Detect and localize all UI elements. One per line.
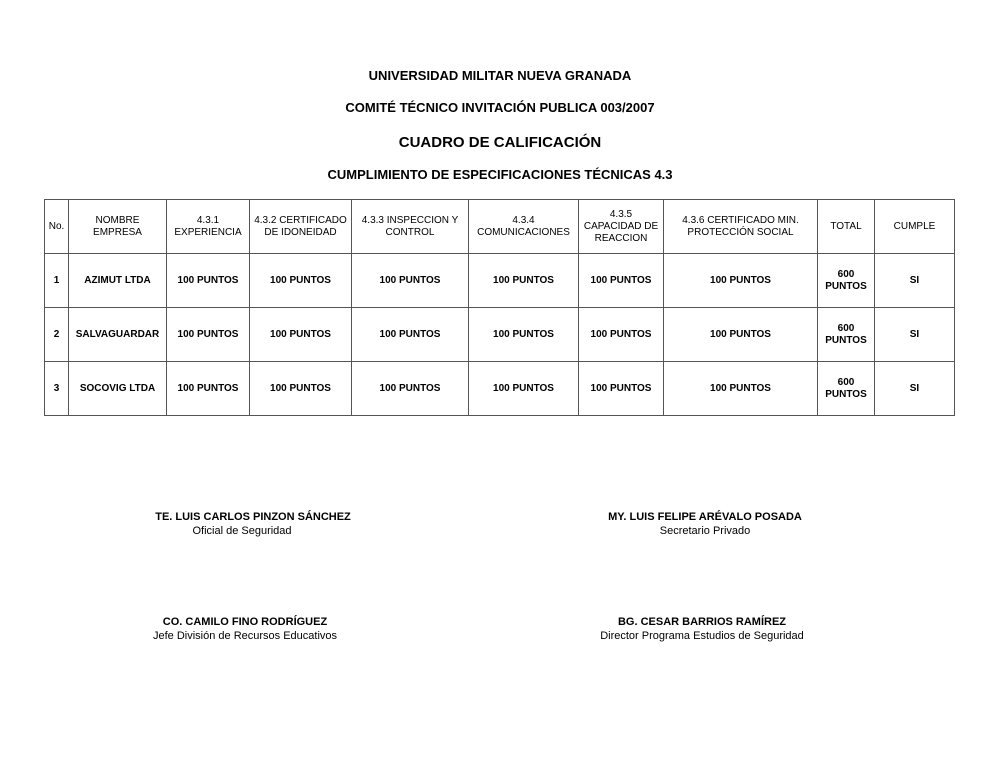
column-header-social-protection: 4.3.6 CERTIFICADO MIN. PROTECCIÓN SOCIAL: [664, 200, 818, 254]
score-cell: 100 PUNTOS: [352, 362, 469, 416]
row-number: 1: [45, 254, 69, 308]
complies-cell: SI: [875, 308, 955, 362]
score-cell: 100 PUNTOS: [167, 254, 250, 308]
committee-title: COMITÉ TÉCNICO INVITACIÓN PUBLICA 003/2007: [345, 100, 655, 115]
column-header-company: NOMBRE EMPRESA: [69, 200, 167, 254]
score-cell: 100 PUNTOS: [167, 308, 250, 362]
total-cell: 600 PUNTOS: [818, 362, 875, 416]
institution-title: UNIVERSIDAD MILITAR NUEVA GRANADA: [368, 68, 632, 83]
column-header-reaction: 4.3.5 CAPACIDAD DE REACCION: [579, 200, 664, 254]
score-cell: 100 PUNTOS: [352, 308, 469, 362]
score-cell: 100 PUNTOS: [579, 254, 664, 308]
score-cell: 100 PUNTOS: [664, 308, 818, 362]
total-cell: 600 PUNTOS: [818, 254, 875, 308]
score-cell: 100 PUNTOS: [250, 308, 352, 362]
score-cell: 100 PUNTOS: [469, 362, 579, 416]
table-header-row: [45, 200, 955, 254]
score-cell: 100 PUNTOS: [664, 362, 818, 416]
score-cell: 100 PUNTOS: [579, 308, 664, 362]
score-cell: 100 PUNTOS: [167, 362, 250, 416]
column-header-no: No.: [45, 200, 69, 254]
table-row: [45, 362, 955, 416]
score-cell: 100 PUNTOS: [469, 308, 579, 362]
column-header-complies: CUMPLE: [875, 200, 955, 254]
signature-block: [552, 615, 852, 643]
signature-block: [555, 510, 855, 538]
score-cell: 100 PUNTOS: [664, 254, 818, 308]
signatory-role: Secretario Privado: [659, 525, 751, 537]
signatory-name: MY. LUIS FELIPE ARÉVALO POSADA: [608, 511, 802, 523]
signatory-name: BG. CESAR BARRIOS RAMÍREZ: [617, 616, 787, 628]
row-number: 3: [45, 362, 69, 416]
score-cell: 100 PUNTOS: [352, 254, 469, 308]
company-name: AZIMUT LTDA: [69, 254, 167, 308]
score-cell: 100 PUNTOS: [579, 362, 664, 416]
row-number: 2: [45, 308, 69, 362]
section-title: CUMPLIMIENTO DE ESPECIFICACIONES TÉCNICAS 4.3: [327, 167, 673, 182]
company-name: SALVAGUARDAR: [69, 308, 167, 362]
qualification-table: [44, 199, 955, 416]
score-cell: 100 PUNTOS: [250, 254, 352, 308]
signatory-name: CO. CAMILO FINO RODRÍGUEZ: [162, 616, 328, 628]
company-name: SOCOVIG LTDA: [69, 362, 167, 416]
table-row: [45, 308, 955, 362]
score-cell: 100 PUNTOS: [469, 254, 579, 308]
score-cell: 100 PUNTOS: [250, 362, 352, 416]
total-cell: 600 PUNTOS: [818, 308, 875, 362]
signature-block: [103, 510, 403, 538]
column-header-inspection: 4.3.3 INSPECCION Y CONTROL: [352, 200, 469, 254]
signatory-role: Jefe División de Recursos Educativos: [152, 630, 338, 642]
signature-block: [95, 615, 395, 643]
column-header-communications: 4.3.4 COMUNICACIONES: [469, 200, 579, 254]
signatory-role: Director Programa Estudios de Seguridad: [600, 630, 804, 642]
column-header-certificate: 4.3.2 CERTIFICADO DE IDONEIDAD: [250, 200, 352, 254]
table-row: [45, 254, 955, 308]
signatory-name: TE. LUIS CARLOS PINZON SÁNCHEZ: [155, 511, 351, 523]
column-header-total: TOTAL: [818, 200, 875, 254]
column-header-experience: 4.3.1 EXPERIENCIA: [167, 200, 250, 254]
complies-cell: SI: [875, 362, 955, 416]
complies-cell: SI: [875, 254, 955, 308]
document-title: CUADRO DE CALIFICACIÓN: [398, 134, 602, 151]
signatory-role: Oficial de Seguridad: [192, 525, 292, 537]
